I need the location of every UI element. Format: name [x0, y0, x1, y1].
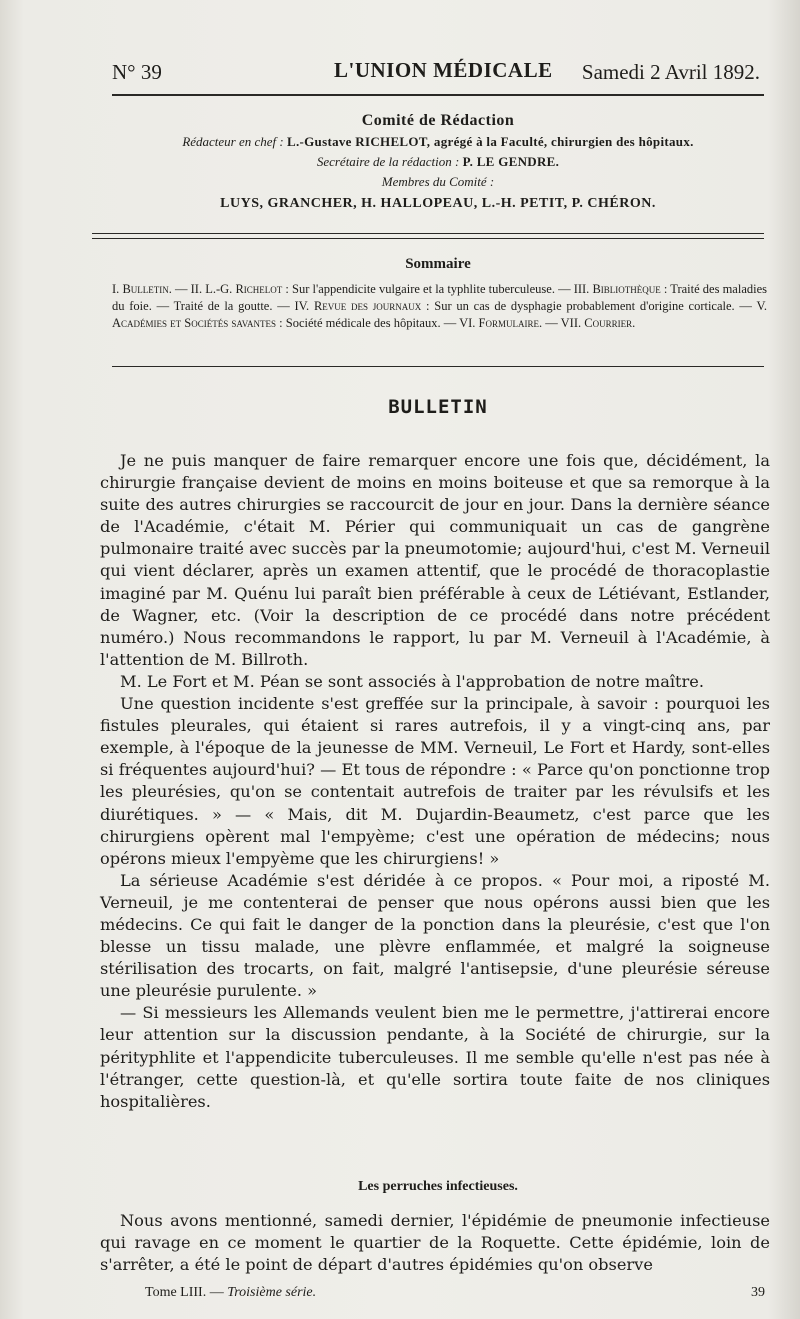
sommaire-iii-text: : Traité des maladies du foie. — Traité de la goutte. — IV. — [112, 282, 768, 313]
sommaire-iv-text: : Sur un cas de dysphagie probablement d'origine corticale. — V. — [421, 299, 767, 313]
members-label-line — [112, 174, 764, 190]
editor-line — [112, 134, 764, 150]
journal-title: L'UNION MÉDICALE — [334, 58, 553, 82]
paragraph: La sérieuse Académie s'est déridée à ce propos. « Pour moi, a riposté M. Verneuil, je me contenterai de penser que nous opérons aussi bien que les médecins. Ce qui fait le danger de la ponction dans la pleurésie, c'est que l'on blesse un tissu malade, une plèvre enflammée, et malgré la soigneuse stérilisation des trocarts, on fait, malgré l'antisepsie, d'une pleurésie séreuse une pleurésie purulente. » — [100, 870, 770, 1001]
sommaire-ii-author: Richelot — [235, 282, 283, 296]
editorial-committee — [112, 112, 764, 212]
committee-title: Comité de Rédaction — [361, 112, 515, 129]
sommaire-v-text: : Société médicale des hôpitaux. — VI. — [276, 316, 479, 330]
header-rule — [112, 94, 764, 96]
paragraph: M. Le Fort et M. Péan se sont associés à l'approbation de notre maître. — [120, 671, 704, 691]
footer-serie: Troisième série. — [227, 1285, 317, 1300]
sommaire-text — [112, 281, 767, 332]
sommaire-iii-label: Bibliothèque — [592, 282, 661, 296]
secretary-name: P. LE GENDRE. — [462, 154, 560, 169]
bulletin-body — [100, 450, 770, 1113]
members-names: LUYS, GRANCHER, H. HALLOPEAU, L.-H. PETIT, P. CHÉRON. — [220, 196, 656, 211]
members-label: Membres du Comité : — [381, 174, 495, 189]
secretary-label: Secrétaire de la rédaction : — [316, 154, 460, 169]
editor-name: L.-Gustave RICHELOT, agrégé à la Faculté, chirurgien des hôpitaux. — [287, 134, 694, 149]
sommaire-rule — [112, 366, 764, 367]
sommaire-v-label: Académies et Sociétés savantes — [112, 316, 277, 330]
editor-label: Rédacteur en chef : — [182, 134, 284, 149]
sommaire-ii-text: : Sur l'appendicite vulgaire et la typhlite tuberculeuse. — III. — [282, 282, 593, 296]
sommaire-ii: — II. L.-G. — [171, 282, 236, 296]
sommaire-vii-label: Courrier. — [584, 316, 636, 330]
paragraph: Je ne puis manquer de faire remarquer encore une fois que, décidément, la chirurgie française devient de moins en moins boiteuse et que sa remorque à la suite des autres chirurgies se raccourcit de jour en jour. Dans la dernière séance de l'Académie, c'était M. Périer qui communiquait un cas de gangrène pulmonaire traité avec succès par la pneumotomie; aujourd'hui, c'est M. Verneuil qui vient déclarer, après un examen attentif, que le procédé de thoracoplastie imaginé par M. Quénu lui paraît bien préférable à ceux de Létiévant, Estlander, de Wagner, etc. (Voir la description de ce procédé dans notre précédent numéro.) Nous recommandons le rapport, lu par M. Verneuil à l'Académie, à l'attention de M. Billroth. — [100, 451, 770, 669]
double-rule — [92, 233, 764, 239]
bulletin-title: BULLETIN — [388, 396, 488, 418]
issue-date: Samedi 2 Avril 1892. — [581, 60, 760, 84]
section-subheading: Les perruches infectieuses. — [358, 1179, 518, 1194]
paragraph: Nous avons mentionné, samedi dernier, l'épidémie de pneumonie infectieuse qui ravage en ce moment le quartier de la Roquette. Cette épidémie, loin de s'arrêter, a été le point de départ d'autres épidémies qu'on observe — [100, 1211, 770, 1275]
sommaire-title: Sommaire — [405, 256, 471, 272]
paragraph: Une question incidente s'est greffée sur la principale, à savoir : pourquoi les fistules pleurales, qui étaient si rares autrefois, il y a vingt-cinq ans, par exemple, à l'époque de la jeunesse de MM. Verneuil, Le Fort et Hardy, sont-elles si fréquentes aujourd'hui? — Et tous de répondre : « Parce qu'on ponctionne trop les pleurésies, qu'on se contentait autrefois de traiter par les révulsifs et les diurétiques. » — « Mais, dit M. Dujardin-Beaumetz, c'est parce que les chirurgiens opèrent mal l'empyème; c'est une opération de médecins; nous opérons mieux l'empyème que les chirurgiens! » — [100, 694, 770, 868]
issue-number: N° 39 — [112, 60, 162, 84]
page-number: 39 — [751, 1285, 765, 1300]
sommaire-bulletin-link: Bulletin. — [122, 282, 172, 296]
page-header — [112, 58, 762, 88]
sommaire-vi-label: Formulaire. — [478, 316, 543, 330]
footer-tome: Tome LIII. — — [145, 1285, 228, 1300]
sommaire-vi-sep: — VII. — [542, 316, 585, 330]
sommaire-iv-label: Revue des journaux — [313, 299, 422, 313]
paragraph: — Si messieurs les Allemands veulent bien me le permettre, j'attirerai encore leur attention sur la discussion pendante, à la Société de chirurgie, sur la pérityphlite et l'appendicite tuberculeuses. Il me semble qu'elle n'est pas née à l'étranger, cette question-là, et qu'elle sortira toute faite de nos cliniques hospitalières. — [100, 1003, 770, 1111]
footer-volume — [145, 1285, 316, 1301]
section-body — [100, 1210, 770, 1276]
sommaire-i-num: I. — [112, 282, 120, 296]
secretary-line — [112, 154, 764, 170]
